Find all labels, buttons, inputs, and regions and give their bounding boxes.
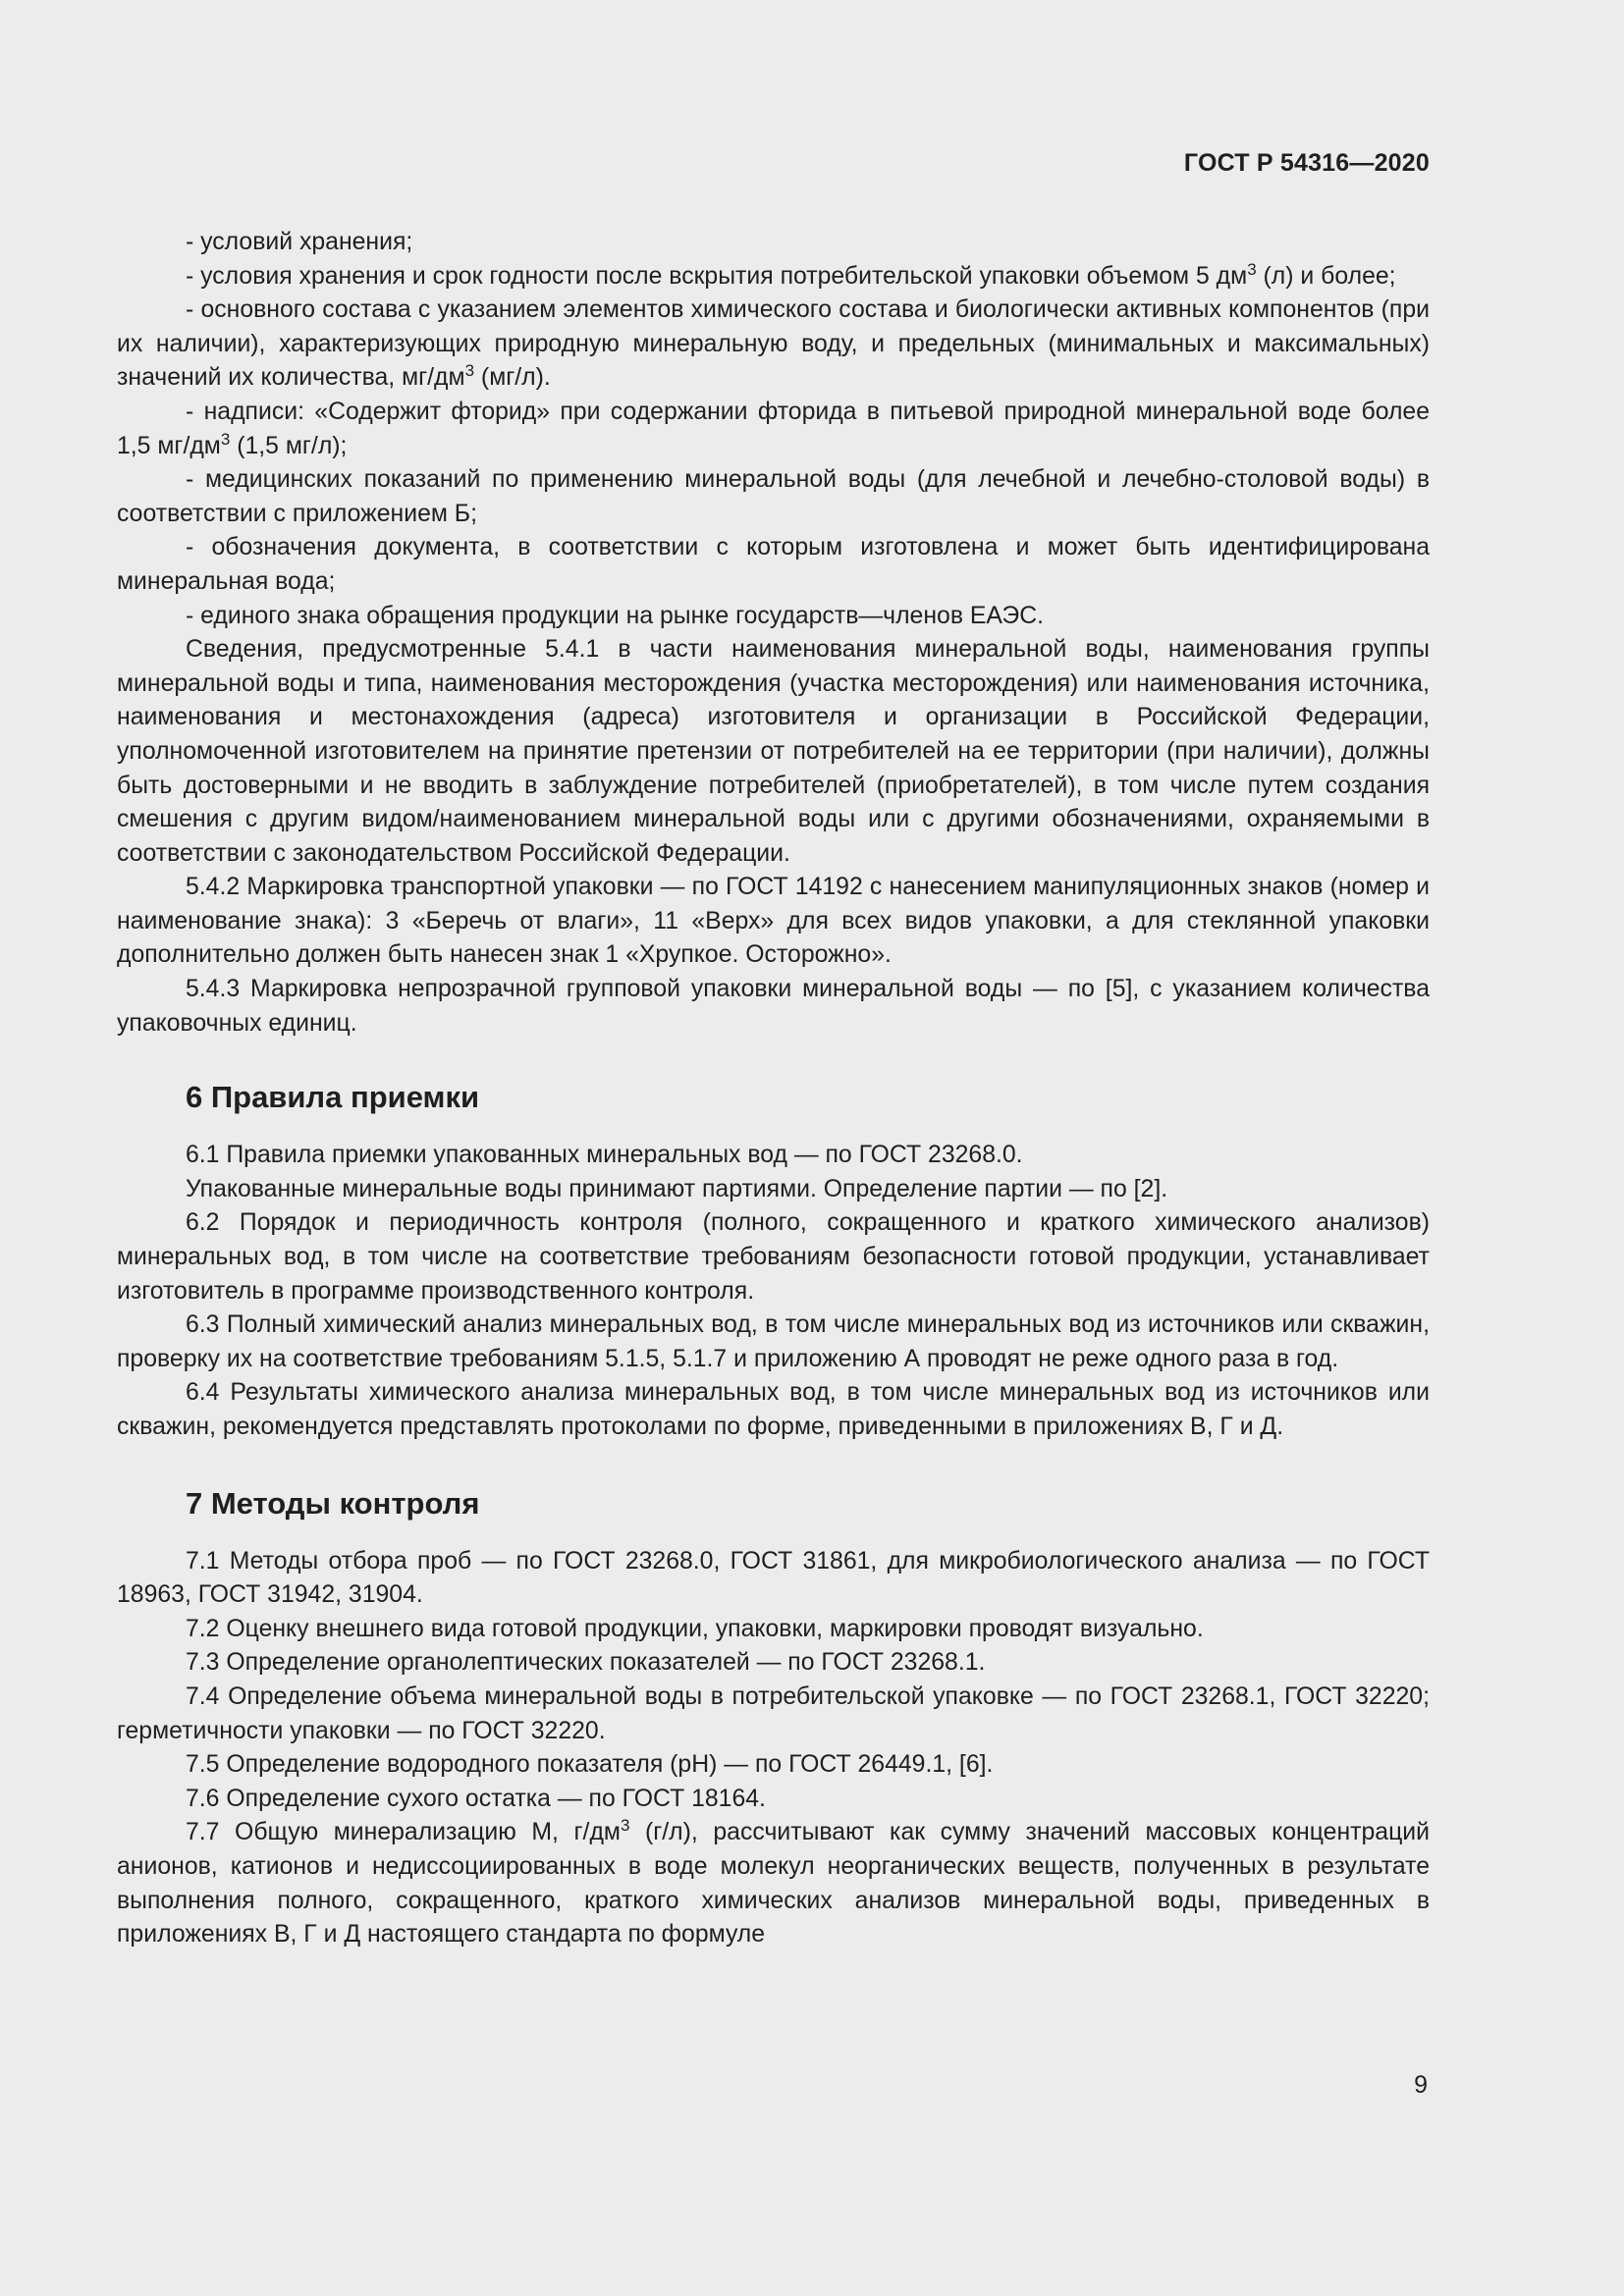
document-header: ГОСТ Р 54316—2020: [1183, 149, 1430, 177]
paragraph: [117, 1139, 1430, 1173]
paragraph: [117, 1173, 1430, 1207]
paragraph: [117, 1376, 1430, 1444]
document-body: [117, 226, 1430, 1952]
paragraph-text: 7.3 Определение органолептических показателей — по ГОСТ 23268.1.: [186, 1649, 986, 1677]
paragraph-text: (л) и более;: [1256, 262, 1396, 290]
superscript: 3: [464, 361, 475, 381]
paragraph-text: - основного состава с указанием элементов химического состава и биологически активных компонентов (при их наличии), характеризующих природную минеральную воду, и предельных (минимальных и максимальных) значений их количества, мг/дм: [117, 296, 1430, 392]
paragraph: [117, 1748, 1430, 1783]
paragraph: [117, 973, 1430, 1041]
section-title: 6 Правила приемки: [186, 1080, 480, 1115]
paragraph: [117, 1613, 1430, 1647]
paragraph-text: 7.4 Определение объема минеральной воды в потребительской упаковке — по ГОСТ 23268.1, ГОСТ 32220; герметичности упаковки — по ГОСТ 32220.: [117, 1682, 1430, 1744]
paragraph-text: 6.2 Порядок и периодичность контроля (полного, сокращенного и краткого химического анализов) минеральных вод, в том числе на соответствие требованиям безопасности готовой продукции, устанавливает изготовитель в программе производственного контроля.: [117, 1209, 1430, 1305]
paragraph-text: - медицинских показаний по применению минеральной воды (для лечебной и лечебно-столовой воды) в соответствии с приложением Б;: [117, 466, 1430, 527]
paragraph: [117, 260, 1430, 294]
paragraph-text: 5.4.2 Маркировка транспортной упаковки — по ГОСТ 14192 с нанесением манипуляционных знаков (номер и наименование знака): 3 «Беречь от влаги», 11 «Верх» для всех видов упаковки, а для стеклянной упаковки дополнительно должен быть нанесен знак 1 «Хрупкое. Осторожно».: [117, 874, 1430, 969]
paragraph: [117, 463, 1430, 531]
paragraph-text: 6.4 Результаты химического анализа минеральных вод, в том числе минеральных вод из источников или скважин, рекомендуется представлять протоколами по форме, приведенными в приложениях В, Г и Д.: [117, 1379, 1430, 1440]
paragraph: [117, 1646, 1430, 1681]
paragraph-text: 7.2 Оценку внешнего вида готовой продукции, упаковки, маркировки проводят визуально.: [186, 1615, 1204, 1642]
paragraph: [117, 1308, 1430, 1376]
paragraph: [117, 531, 1430, 599]
paragraph-text: - условий хранения;: [186, 229, 413, 255]
paragraph: [117, 600, 1430, 634]
paragraph-text: Упакованные минеральные воды принимают партиями. Определение партии — по [2].: [186, 1175, 1168, 1202]
paragraph: [117, 871, 1430, 973]
paragraph: [117, 1816, 1430, 1951]
paragraph-text: 6.1 Правила приемки упакованных минеральных вод — по ГОСТ 23268.0.: [186, 1142, 1023, 1169]
paragraph: [117, 633, 1430, 871]
paragraph-text: Сведения, предусмотренные 5.4.1 в части наименования минеральной воды, наименования группы минеральной воды и типа, наименования месторождения (участка месторождения) или наименования источника, наименования и местонахождения (адреса) изготовителя и организации в Российской Федерации, уполномоченной изготовителем на принятие претензии от потребителей на ее территории (при наличии), должны быть достоверными и не вводить в заблуждение потребителей (приобретателей), в том числе путем создания смешения с другим видом/наименованием минеральной воды или с другими обозначениями, охраняемыми в соответствии с законодательством Российской Федерации.: [117, 636, 1430, 867]
paragraph: [117, 294, 1430, 396]
paragraph-text: 7.1 Методы отбора проб — по ГОСТ 23268.0, ГОСТ 31861, для микробиологического анализа — по ГОСТ 18963, ГОСТ 31942, 31904.: [117, 1547, 1430, 1609]
paragraph: [117, 396, 1430, 463]
paragraph-text: (1,5 мг/л);: [230, 432, 348, 459]
superscript: 3: [1247, 259, 1257, 279]
superscript: 3: [620, 1816, 630, 1836]
paragraph: [117, 1206, 1430, 1308]
superscript: 3: [220, 429, 231, 449]
section-title: 7 Методы контроля: [186, 1485, 480, 1521]
paragraph-text: 6.3 Полный химический анализ минеральных вод, в том числе минеральных вод из источников или скважин, проверку их на соответствие требованиям 5.1.5, 5.1.7 и приложению А проводят не реже одного раза в год.: [117, 1311, 1430, 1372]
paragraph: [117, 1681, 1430, 1748]
paragraph-text: - единого знака обращения продукции на рынке государств—членов ЕАЭС.: [186, 602, 1045, 629]
paragraph: [117, 1783, 1430, 1817]
paragraph-text: (мг/л).: [474, 364, 551, 392]
paragraph-text: (г/л), рассчитывают как сумму значений массовых концентраций анионов, катионов и недиссоциированных в воде молекул неорганических веществ, полученных в результате выполнения полного, сокращенного, краткого химических анализов минеральной воды, приведенных в приложениях В, Г и Д настоящего стандарта по формуле: [117, 1819, 1430, 1949]
paragraph-text: 7.7 Общую минерализацию М, г/дм: [186, 1819, 621, 1846]
paragraph-text: - надписи: «Содержит фторид» при содержании фторида в питьевой природной минеральной воде более 1,5 мг/дм: [117, 398, 1430, 459]
paragraph: [117, 1545, 1430, 1613]
paragraph-text: 5.4.3 Маркировка непрозрачной групповой упаковки минеральной воды — по [5], с указанием количества упаковочных единиц.: [117, 976, 1430, 1037]
paragraph: [117, 226, 1430, 260]
paragraph-text: 7.6 Определение сухого остатка — по ГОСТ 18164.: [186, 1785, 766, 1812]
paragraph-text: - условия хранения и срок годности после вскрытия потребительской упаковки объемом 5 дм: [186, 262, 1248, 290]
page-number: 9: [1414, 2071, 1428, 2099]
paragraph-text: 7.5 Определение водородного показателя (pH) — по ГОСТ 26449.1, [6].: [186, 1751, 994, 1779]
paragraph-text: - обозначения документа, в соответствии с которым изготовлена и может быть идентифицирована минеральная вода;: [117, 534, 1430, 595]
